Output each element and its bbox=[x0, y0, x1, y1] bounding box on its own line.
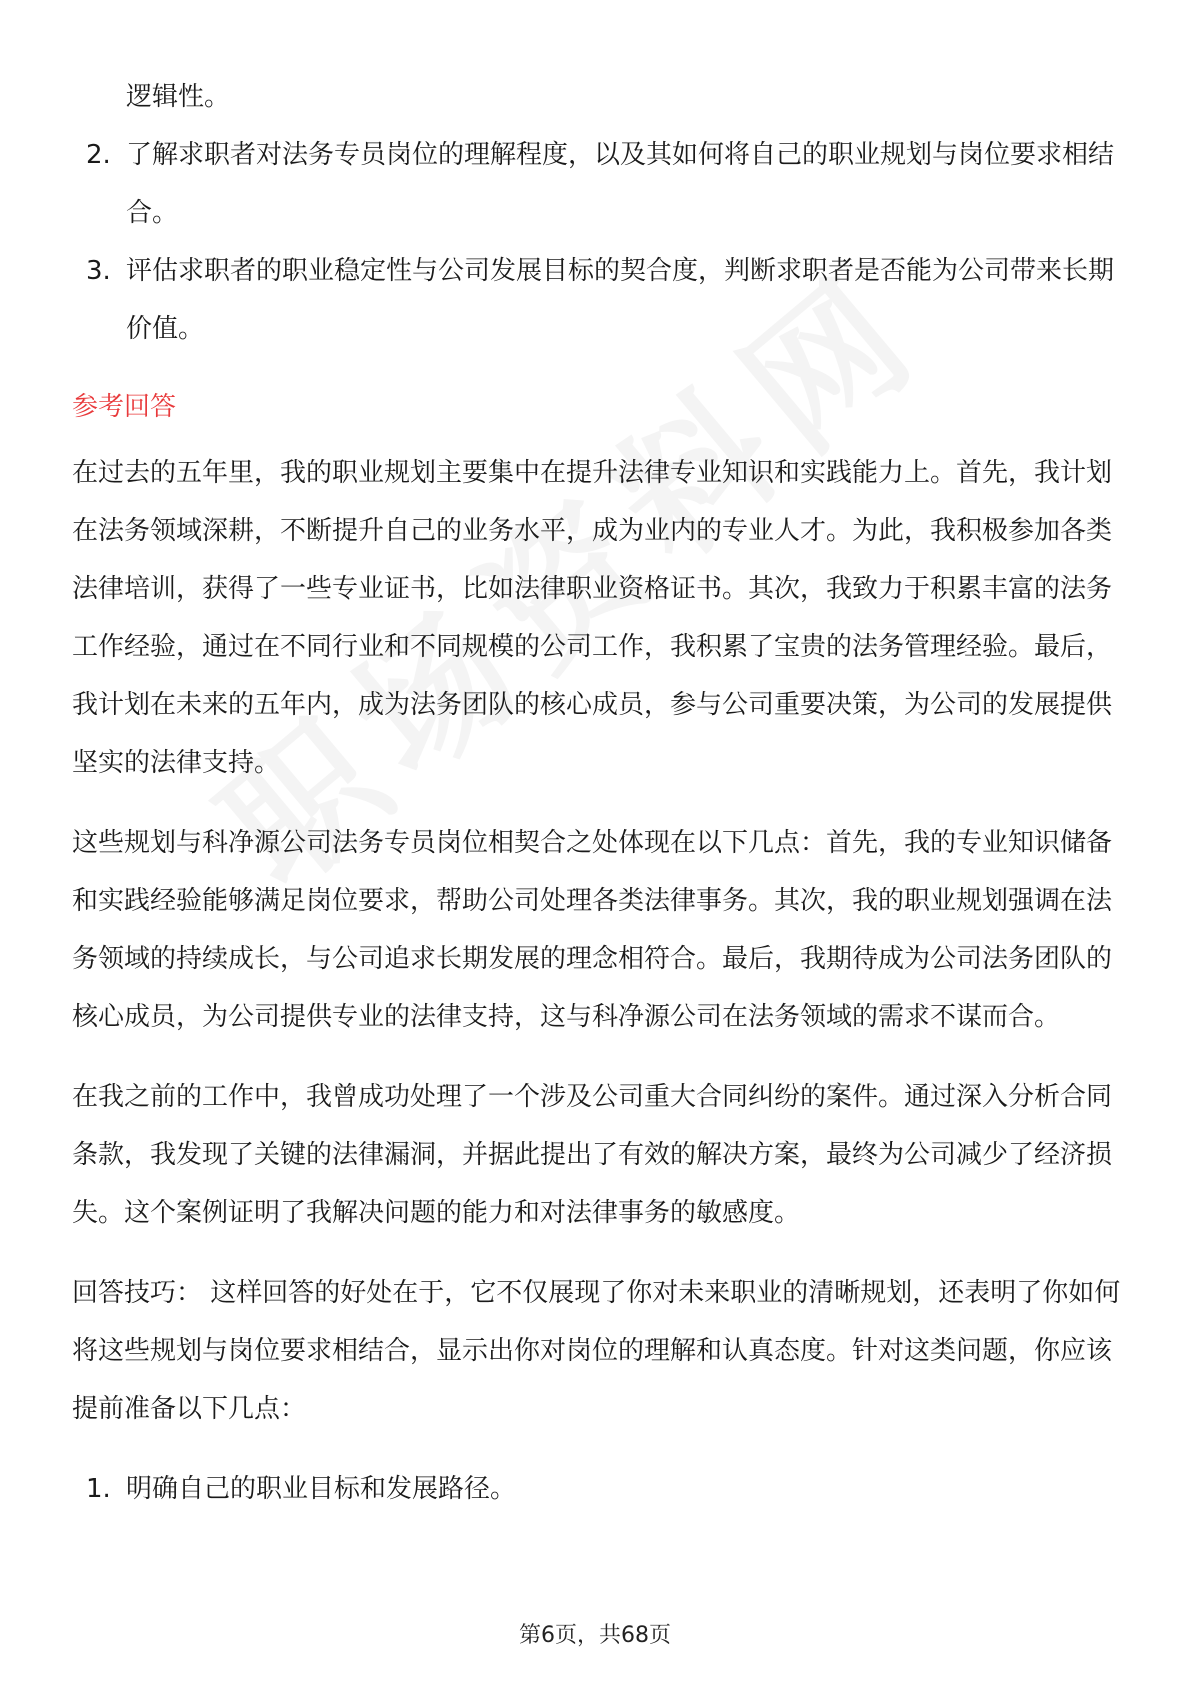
list-item-number: 1. bbox=[86, 1474, 111, 1504]
paragraph: 在我之前的工作中，我曾成功处理了一个涉及公司重大合同纠纷的案件。通过深入分析合同条款，我发现了关键的法律漏洞，并据此提出了有效的解决方案，最终为公司减少了经济损失。这个案例证明了我解决问题的能力和对法律事务的敏感度。 bbox=[72, 1082, 1113, 1228]
list-item bbox=[72, 242, 1122, 358]
list-item-text: 明确自己的职业目标和发展路径。 bbox=[126, 1474, 517, 1504]
paragraph: 在过去的五年里，我的职业规划主要集中在提升法律专业知识和实践能力上。首先，我计划在法务领域深耕，不断提升自己的业务水平，成为业内的专业人才。为此，我积极参加各类法律培训，获得了一些专业证书，比如法律职业资格证书。其次，我致力于积累丰富的法务工作经验，通过在不同行业和不同规模的公司工作，我积累了宝贵的法务管理经验。最后，我计划在未来的五年内，成为法务团队的核心成员，参与公司重要决策，为公司的发展提供坚实的法律支持。 bbox=[72, 458, 1113, 778]
section-heading: 参考回答 bbox=[72, 392, 177, 422]
list-item bbox=[72, 1460, 1122, 1518]
page-content bbox=[72, 68, 1122, 1518]
list-item-number: 3. bbox=[86, 256, 111, 286]
list-item-number: 2. bbox=[86, 140, 111, 170]
list-item-continuation: 逻辑性。 bbox=[126, 82, 231, 112]
answer-tips-paragraph: 回答技巧： 这样回答的好处在于，它不仅展现了你对未来职业的清晰规划，还表明了你如何将这些规划与岗位要求相结合，显示出你对岗位的理解和认真态度。针对这类问题，你应该提前准备以下几点： bbox=[72, 1278, 1121, 1424]
list-item-text: 了解求职者对法务专员岗位的理解程度，以及其如何将自己的职业规划与岗位要求相结合。 bbox=[126, 140, 1115, 228]
list-item bbox=[72, 126, 1122, 242]
list-item-text: 评估求职者的职业稳定性与公司发展目标的契合度，判断求职者是否能为公司带来长期价值。 bbox=[126, 256, 1115, 344]
page-footer: 第6页，共68页 bbox=[519, 1623, 671, 1648]
paragraph: 这些规划与科净源公司法务专员岗位相契合之处体现在以下几点：首先，我的专业知识储备和实践经验能够满足岗位要求，帮助公司处理各类法律事务。其次，我的职业规划强调在法务领域的持续成长，与公司追求长期发展的理念相符合。最后，我期待成为公司法务团队的核心成员，为公司提供专业的法律支持，这与科净源公司在法务领域的需求不谋而合。 bbox=[72, 828, 1113, 1032]
